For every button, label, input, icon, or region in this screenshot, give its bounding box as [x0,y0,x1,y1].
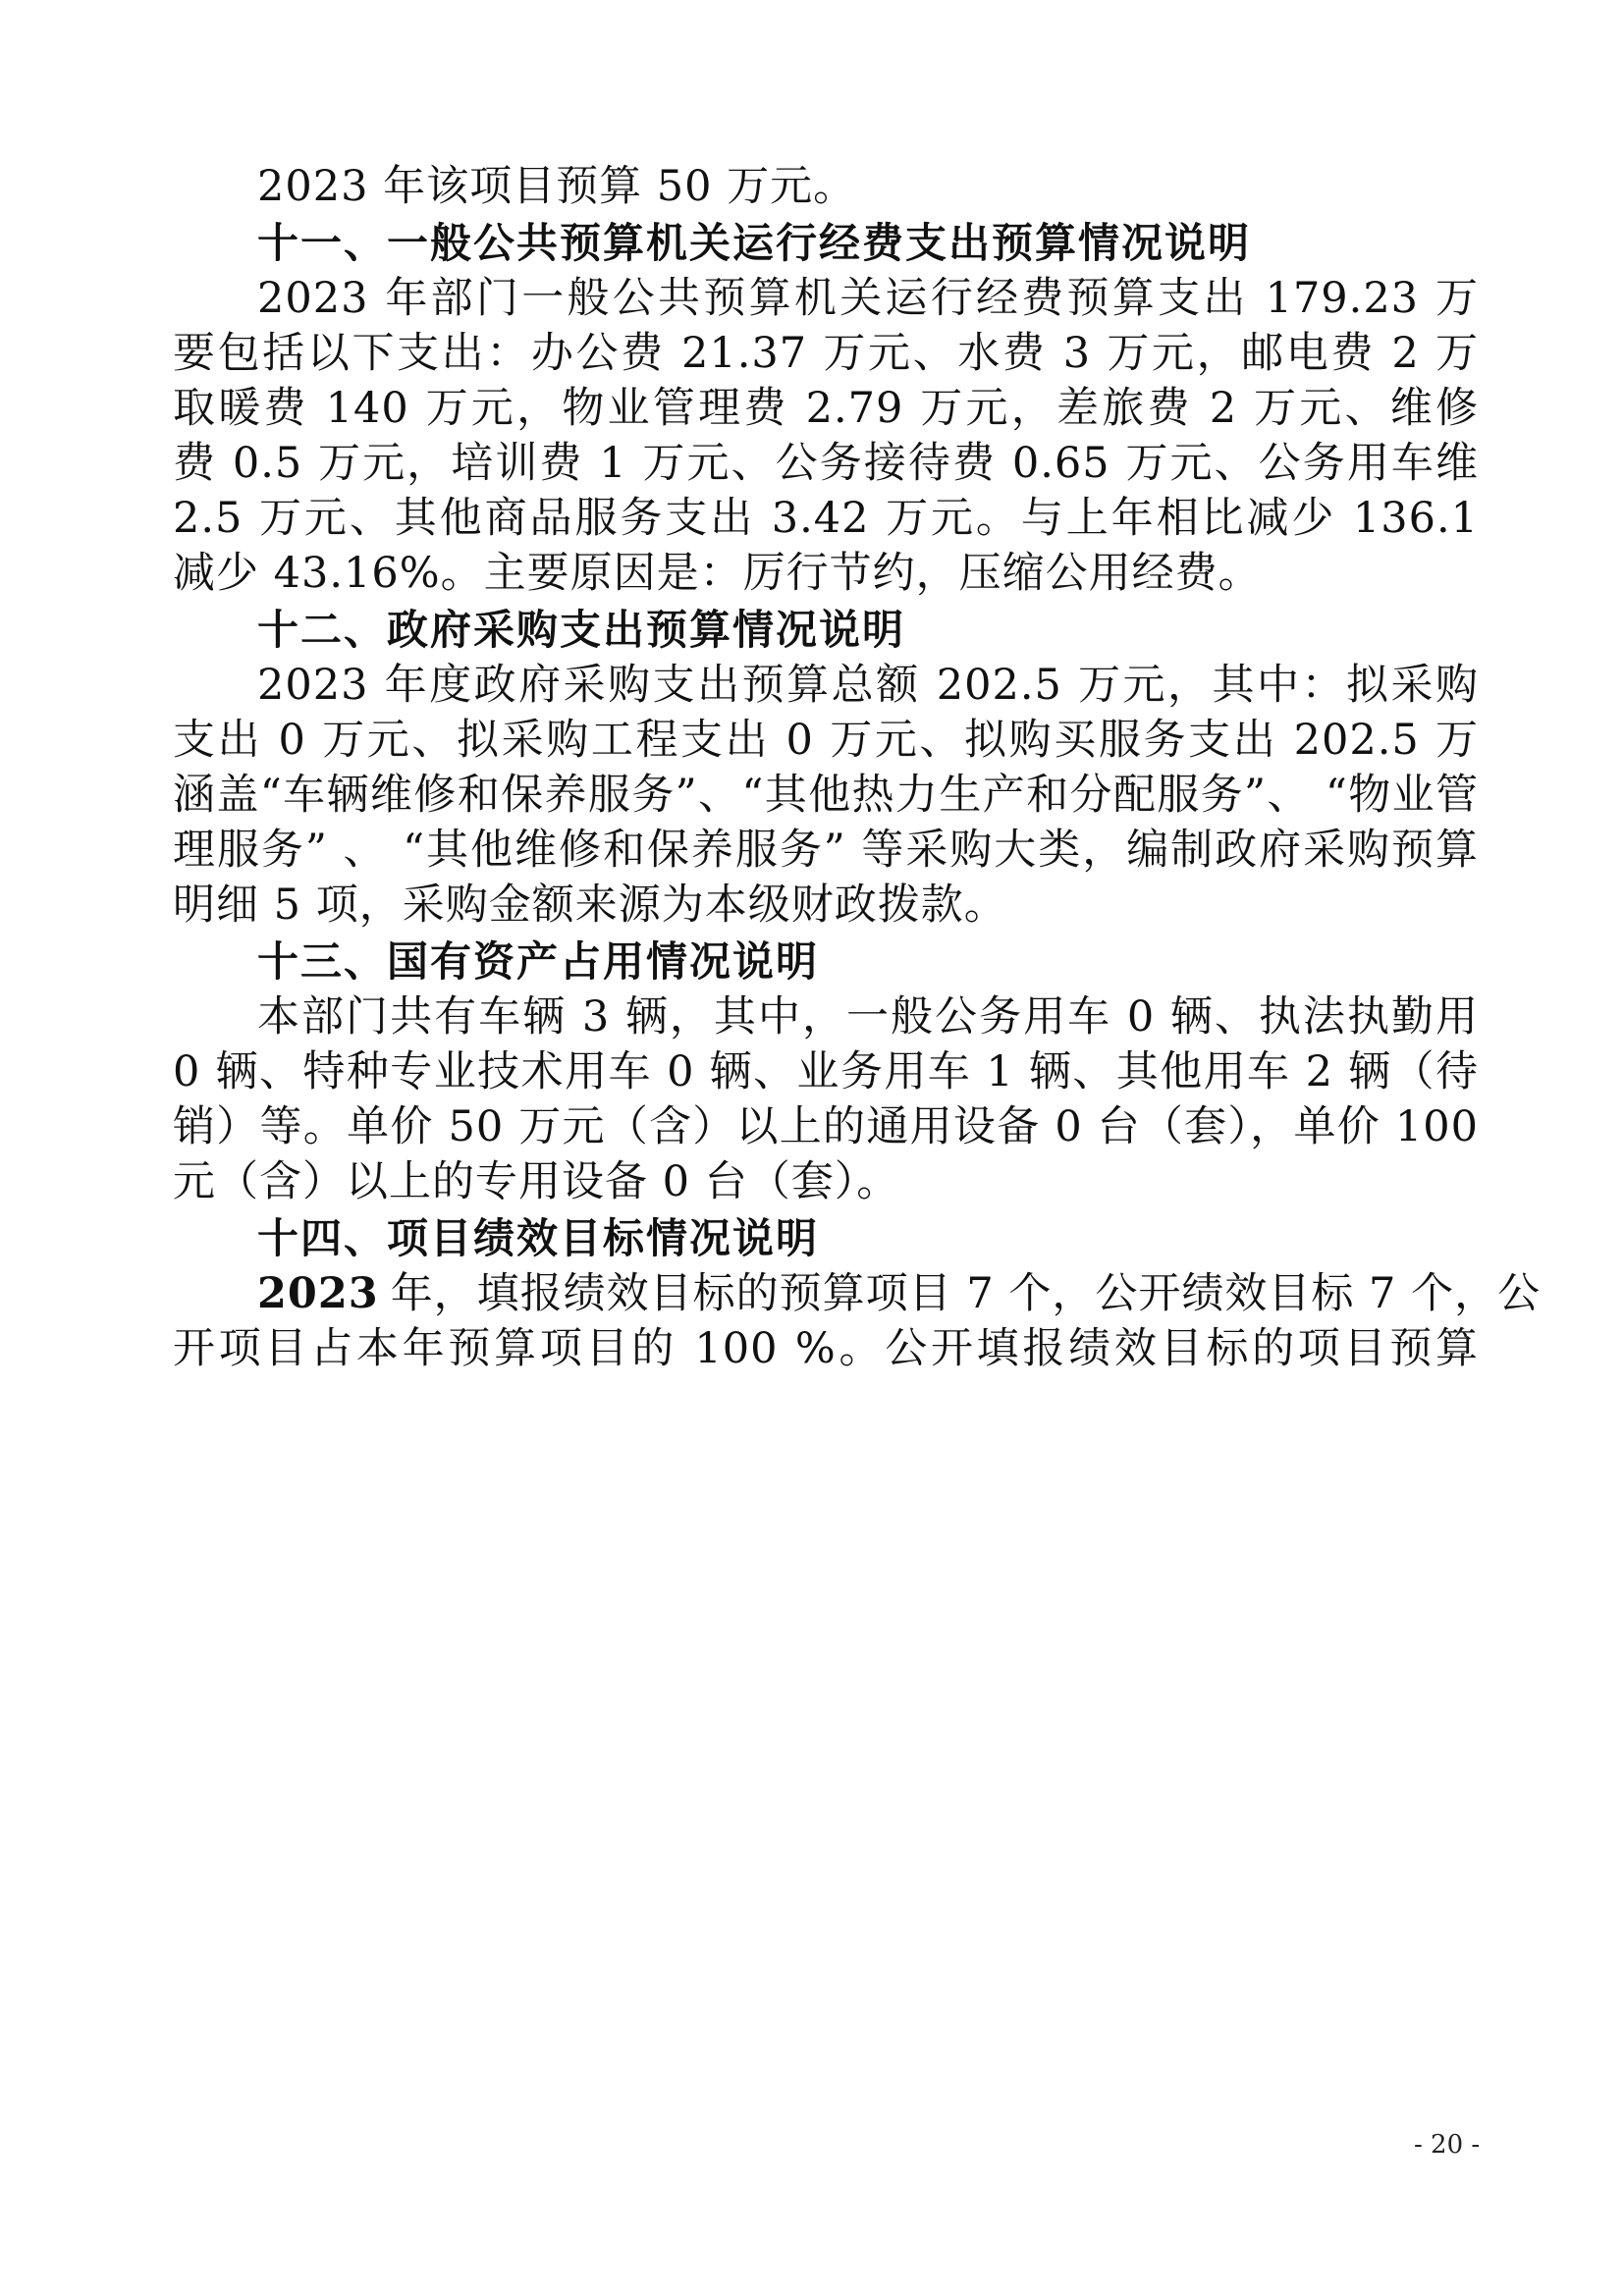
paragraph-line: 减少 43.16%。主要原因是：厉行节约，压缩公用经费。 [173,549,1262,598]
paragraph-line: 销）等。单价 50 万元（含）以上的通用设备 0 台（套），单价 100 [173,1102,1479,1151]
paragraph-line: 开项目占本年预算项目的 100 %。公开填报绩效目标的项目预算 [173,1324,1479,1373]
page-number: - 20 - [1414,2130,1481,2160]
section-heading-13: 十三、国有资产占用情况说明 [257,937,820,986]
paragraph-line [257,1268,1542,1319]
paragraph-line: 取暖费 140 万元，物业管理费 2.79 万元，差旅费 2 万元、维修 [173,384,1479,433]
paragraph-text: 年，填报绩效目标的预算项目 7 个，公开绩效目标 7 个，公 [390,1269,1542,1318]
paragraph-line: 元（含）以上的专用设备 0 台（套）。 [173,1157,900,1206]
paragraph-line: 0 辆、特种专业技术用车 0 辆、业务用车 1 辆、其他用车 2 辆（待 [173,1047,1479,1096]
paragraph-line: 2023 年该项目预算 50 万元。 [257,162,857,211]
paragraph-line: 涵盖“车辆维修和保养服务”、“其他热力生产和分配服务”、 “物业管 [173,771,1479,820]
section-heading-14: 十四、项目绩效目标情况说明 [257,1214,820,1262]
paragraph-line: 2023 年部门一般公共预算机关运行经费预算支出 179.23 万 [257,274,1479,323]
paragraph-line: 明细 5 项，采购金额来源为本级财政拨款。 [173,881,1007,930]
paragraph-line: 支出 0 万元、拟采购工程支出 0 万元、拟购买服务支出 202.5 万 [173,716,1479,765]
paragraph-line: 本部门共有车辆 3 辆，其中，一般公务用车 0 辆、执法执勤用 [257,992,1479,1041]
paragraph-line: 2023 年度政府采购支出预算总额 202.5 万元，其中：拟采购 [257,661,1479,710]
year-bold: 2023 [257,1269,379,1318]
paragraph-line: 费 0.5 万元，培训费 1 万元、公务接待费 0.65 万元、公务用车维 [173,439,1479,488]
paragraph-line: 要包括以下支出：办公费 21.37 万元、水费 3 万元，邮电费 2 万 [173,329,1479,378]
paragraph-line: 2.5 万元、其他商品服务支出 3.42 万元。与上年相比减少 136.1 [173,494,1479,543]
section-heading-11: 十一、一般公共预算机关运行经费支出预算情况说明 [257,219,1252,267]
section-heading-12: 十二、政府采购支出预算情况说明 [257,606,906,654]
paragraph-line: 理服务” 、 “其他维修和保养服务” 等采购大类，编制政府采购预算 [173,826,1479,875]
